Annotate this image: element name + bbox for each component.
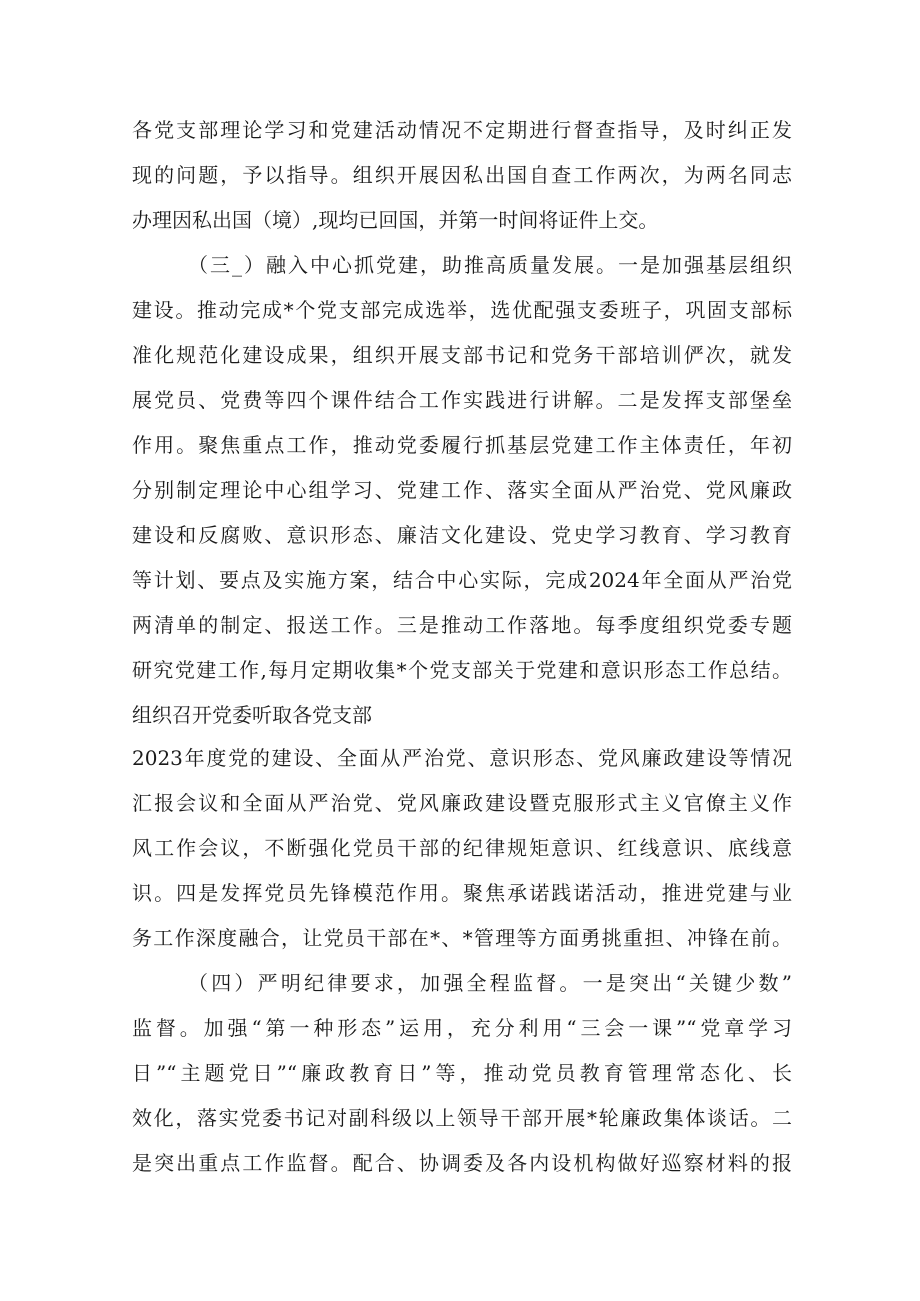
text-line: （四）严明纪律要求，加强全程监督。一是突出“关键少数”	[188, 971, 792, 995]
text-line: 是突出重点工作监督。配合、协调委及各内设机构做好巡察材料的报	[132, 1151, 792, 1175]
text-line: 等计划、要点及实施方案，结合中心实际，完成2024年全面从严治党	[132, 568, 792, 592]
text-line: 现的问题，予以指导。组织开展因私出国自查工作两次，为两名同志	[132, 163, 792, 187]
text-line: 建设和反腐败、意识形态、廉洁文化建设、党史学习教育、学习教育	[132, 523, 792, 547]
text-line: 两清单的制定、报送工作。三是推动工作落地。每季度组织党委专题	[132, 613, 792, 637]
text-line: 准化规范化建设成果，组织开展支部书记和党务干部培训俨次，就发	[132, 343, 792, 367]
text-line: 2023年度党的建设、全面从严治党、意识形态、党风廉政建设等情况	[132, 746, 792, 770]
text-line: 各党支部理论学习和党建活动情况不定期进行督查指导，及时纠正发	[132, 118, 792, 142]
text-line: 展党员、党费等四个课件结合工作实践进行讲解。二是发挥支部堡垒	[132, 388, 792, 412]
text-line: 监督。加强“第一种形态”运用，充分利用“三会一课”“党章学习	[132, 1016, 792, 1040]
text-line: 建设。推动完成*个党支部完成选举，选优配强支委班子，巩固支部标	[132, 298, 792, 322]
text-line: 汇报会议和全面从严治党、党风廉政建设暨克服形式主义官僚主义作	[132, 791, 792, 815]
text-line: 效化，落实党委书记对副科级以上领导干部开展*轮廉政集体谈话。二	[132, 1106, 792, 1130]
text-line: 组织召开党委听取各党支部	[132, 703, 372, 727]
text-line: 识。四是发挥党员先锋模范作用。聚焦承诺践诺活动，推进党建与业	[132, 881, 792, 905]
text-line: （三_）融入中心抓党建，助推高质量发展。一是加强基层组织	[188, 253, 792, 277]
text-line: 日”“主题党日”“廉政教育日”等，推动党员教育管理常态化、长	[132, 1061, 792, 1085]
text-line: 务工作深度融合，让党员干部在*、*管理等方面勇挑重担、冲锋在前。	[132, 926, 792, 950]
text-line: 分别制定理论中心组学习、党建工作、落实全面从严治党、党风廉政	[132, 478, 792, 502]
text-line: 风工作会议，不断强化党员干部的纪律规矩意识、红线意识、底线意	[132, 836, 792, 860]
text-line: 研究党建工作,每月定期收集*个党支部关于党建和意识形态工作总结。	[132, 658, 792, 682]
text-line: 作用。聚焦重点工作，推动党委履行抓基层党建工作主体责任，年初	[132, 433, 792, 457]
text-line: 办理因私出国（境）,现均已回国，并第一时间将证件上交。	[132, 208, 659, 232]
